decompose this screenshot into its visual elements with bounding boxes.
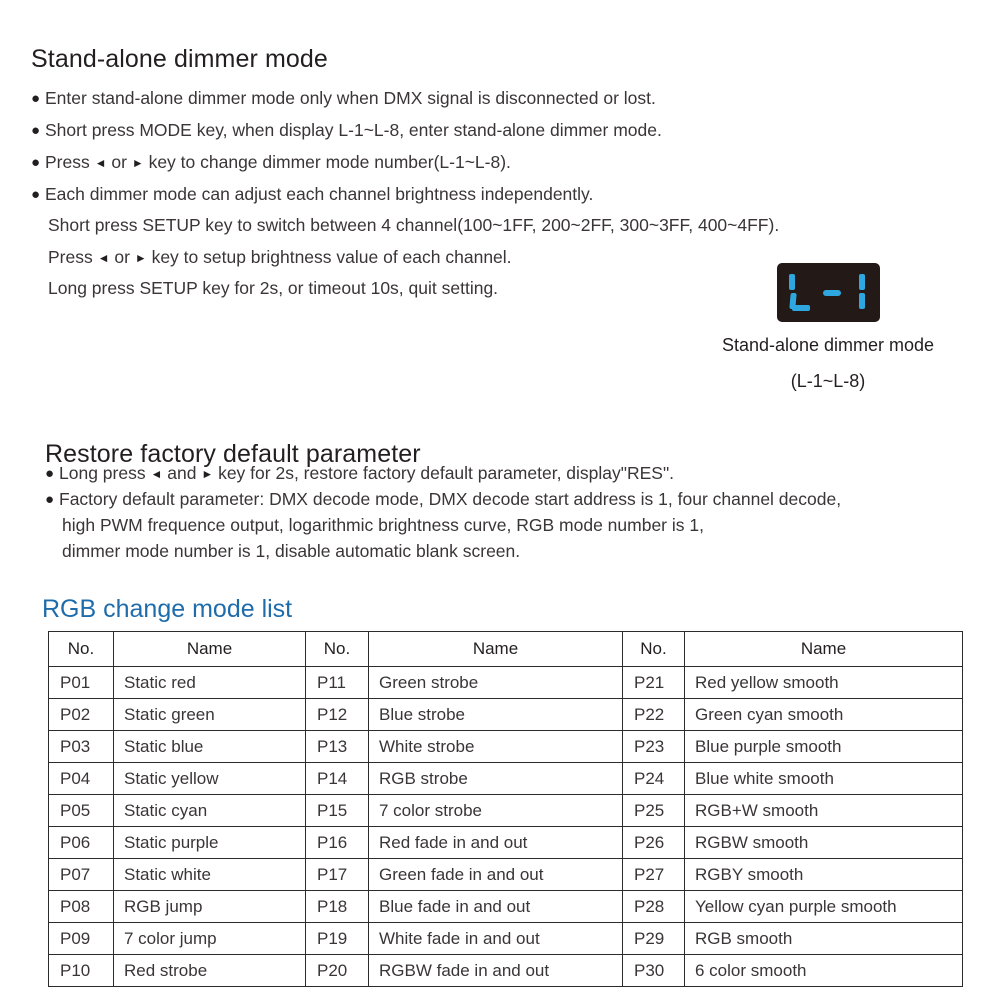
led-caption-range: (L-1~L-8) — [790, 371, 866, 391]
press-prefix: Press — [45, 152, 90, 172]
led-segment — [792, 305, 810, 311]
column-header-name-1: Name — [114, 632, 306, 667]
bullet-icon: ● — [45, 491, 55, 508]
led-caption-primary: Stand-alone dimmer mode — [721, 335, 935, 355]
led-segment — [859, 274, 865, 290]
restore-subline-2: high PWM frequence output, logarithmic brightness curve, RGB mode number is 1, — [62, 515, 704, 535]
cell-mode-name: Static white — [114, 859, 306, 891]
cell-mode-number: P24 — [623, 763, 685, 795]
restore-subline-3: dimmer mode number is 1, disable automatic blank screen. — [62, 541, 521, 561]
led-digit-dash — [821, 272, 843, 313]
bullet-restore-1 — [45, 463, 674, 484]
table-row — [49, 667, 963, 699]
cell-mode-name: 7 color jump — [114, 923, 306, 955]
table-row — [49, 891, 963, 923]
bullet-standalone-2 — [31, 120, 662, 141]
table-header-row — [49, 632, 963, 667]
page-title-rgb-change-mode-list: RGB change mode list — [42, 594, 293, 623]
press-setup-suffix: key to setup brightness value of each channel. — [151, 247, 512, 267]
led-digit-L — [788, 272, 810, 313]
table-row — [49, 827, 963, 859]
table-row — [49, 955, 963, 987]
cell-mode-name: Static yellow — [114, 763, 306, 795]
cell-mode-number: P19 — [306, 923, 369, 955]
cell-mode-number: P12 — [306, 699, 369, 731]
cell-mode-name: Red fade in and out — [369, 827, 623, 859]
table-row — [49, 923, 963, 955]
cell-mode-name: Green cyan smooth — [685, 699, 963, 731]
cell-mode-name: Blue strobe — [369, 699, 623, 731]
cell-mode-number: P25 — [623, 795, 685, 827]
cell-mode-number: P14 — [306, 763, 369, 795]
cell-mode-name: RGB+W smooth — [685, 795, 963, 827]
cell-mode-number: P26 — [623, 827, 685, 859]
column-header-no-3: No. — [623, 632, 685, 667]
page-title-restore-factory-default: Restore factory default parameter — [45, 439, 421, 468]
cell-mode-name: Static purple — [114, 827, 306, 859]
bullet-standalone-4 — [31, 184, 593, 205]
press-suffix: key to change dimmer mode number(L-1~L-8). — [148, 152, 511, 172]
long-press-prefix: Long press — [59, 463, 146, 483]
rgb-mode-table — [48, 631, 963, 987]
press-mid: or — [111, 152, 127, 172]
led-display-panel — [777, 263, 880, 322]
table-row — [49, 795, 963, 827]
bullet-icon: ● — [31, 186, 41, 203]
standalone-subline-quit-setting: Long press SETUP key for 2s, or timeout 10s, quit setting. — [48, 278, 499, 298]
bullet-icon: ● — [45, 465, 55, 482]
long-press-mid: and — [167, 463, 197, 483]
page-title-standalone-dimmer-mode: Stand-alone dimmer mode — [31, 44, 328, 73]
cell-mode-name: Static green — [114, 699, 306, 731]
bullet-icon: ● — [31, 90, 41, 107]
right-triangle-icon: ► — [131, 156, 144, 170]
bullet-standalone-1-text: Enter stand-alone dimmer mode only when DMX signal is disconnected or lost. — [45, 88, 656, 108]
cell-mode-name: Blue white smooth — [685, 763, 963, 795]
cell-mode-number: P20 — [306, 955, 369, 987]
cell-mode-number: P08 — [49, 891, 114, 923]
cell-mode-name: RGB jump — [114, 891, 306, 923]
column-header-name-3: Name — [685, 632, 963, 667]
standalone-subline-setup-brightness — [48, 247, 512, 268]
left-triangle-icon: ◄ — [97, 251, 110, 265]
bullet-restore-2 — [45, 489, 841, 510]
column-header-no-1: No. — [49, 632, 114, 667]
cell-mode-number: P11 — [306, 667, 369, 699]
cell-mode-number: P17 — [306, 859, 369, 891]
table-row — [49, 699, 963, 731]
led-segment — [789, 274, 795, 290]
column-header-name-2: Name — [369, 632, 623, 667]
cell-mode-number: P21 — [623, 667, 685, 699]
standalone-subline-setup-switch: Short press SETUP key to switch between 4 channel(100~1FF, 200~2FF, 300~3FF, 400~4FF). — [48, 215, 780, 235]
cell-mode-number: P15 — [306, 795, 369, 827]
led-segment — [859, 293, 865, 309]
cell-mode-name: Static red — [114, 667, 306, 699]
cell-mode-name: Static cyan — [114, 795, 306, 827]
bullet-standalone-3 — [31, 152, 511, 173]
left-triangle-icon: ◄ — [150, 467, 163, 481]
press-setup-mid: or — [114, 247, 130, 267]
cell-mode-number: P23 — [623, 731, 685, 763]
cell-mode-name: RGB smooth — [685, 923, 963, 955]
cell-mode-number: P10 — [49, 955, 114, 987]
cell-mode-name: RGBW smooth — [685, 827, 963, 859]
cell-mode-name: Red strobe — [114, 955, 306, 987]
cell-mode-number: P05 — [49, 795, 114, 827]
cell-mode-name: RGB strobe — [369, 763, 623, 795]
led-digit-1 — [857, 272, 869, 313]
cell-mode-number: P06 — [49, 827, 114, 859]
cell-mode-number: P09 — [49, 923, 114, 955]
right-triangle-icon: ► — [134, 251, 147, 265]
rgb-mode-table-body — [49, 667, 963, 987]
cell-mode-name: Yellow cyan purple smooth — [685, 891, 963, 923]
cell-mode-name: Green fade in and out — [369, 859, 623, 891]
table-row — [49, 731, 963, 763]
column-header-no-2: No. — [306, 632, 369, 667]
bullet-standalone-1 — [31, 88, 656, 109]
right-triangle-icon: ► — [201, 467, 214, 481]
cell-mode-name: White strobe — [369, 731, 623, 763]
cell-mode-number: P22 — [623, 699, 685, 731]
cell-mode-number: P29 — [623, 923, 685, 955]
left-triangle-icon: ◄ — [94, 156, 107, 170]
cell-mode-name: Green strobe — [369, 667, 623, 699]
table-row — [49, 859, 963, 891]
cell-mode-name: Blue purple smooth — [685, 731, 963, 763]
cell-mode-number: P28 — [623, 891, 685, 923]
cell-mode-name: RGBW fade in and out — [369, 955, 623, 987]
bullet-icon: ● — [31, 122, 41, 139]
cell-mode-number: P01 — [49, 667, 114, 699]
press-setup-prefix: Press — [48, 247, 93, 267]
cell-mode-name: Red yellow smooth — [685, 667, 963, 699]
cell-mode-number: P27 — [623, 859, 685, 891]
cell-mode-number: P13 — [306, 731, 369, 763]
bullet-icon: ● — [31, 154, 41, 171]
cell-mode-name: Blue fade in and out — [369, 891, 623, 923]
cell-mode-name: 7 color strobe — [369, 795, 623, 827]
cell-mode-name: RGBY smooth — [685, 859, 963, 891]
cell-mode-number: P18 — [306, 891, 369, 923]
led-segment — [823, 290, 841, 296]
cell-mode-name: 6 color smooth — [685, 955, 963, 987]
bullet-standalone-4-text: Each dimmer mode can adjust each channel brightness independently. — [45, 184, 594, 204]
table-row — [49, 763, 963, 795]
cell-mode-name: Static blue — [114, 731, 306, 763]
cell-mode-number: P16 — [306, 827, 369, 859]
cell-mode-name: White fade in and out — [369, 923, 623, 955]
cell-mode-number: P04 — [49, 763, 114, 795]
bullet-restore-2-text: Factory default parameter: DMX decode mode, DMX decode start address is 1, four channel decode, — [59, 489, 842, 509]
bullet-standalone-2-text: Short press MODE key, when display L-1~L-8, enter stand-alone dimmer mode. — [45, 120, 662, 140]
cell-mode-number: P30 — [623, 955, 685, 987]
cell-mode-number: P07 — [49, 859, 114, 891]
long-press-suffix: key for 2s, restore factory default parameter, display"RES". — [218, 463, 675, 483]
cell-mode-number: P03 — [49, 731, 114, 763]
cell-mode-number: P02 — [49, 699, 114, 731]
